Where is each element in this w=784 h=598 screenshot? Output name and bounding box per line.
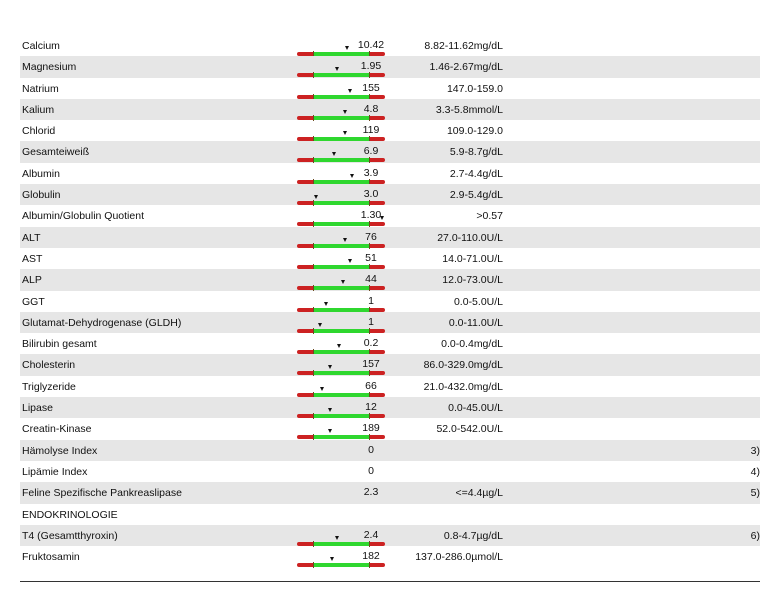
- test-name: AST: [22, 252, 43, 265]
- result-value: 51: [365, 251, 377, 264]
- test-name: Bilirubin gesamt: [22, 338, 97, 351]
- value-marker: [330, 557, 334, 561]
- result-value: 12: [365, 401, 377, 414]
- test-name: Albumin/Globulin Quotient: [22, 210, 144, 223]
- test-name: Albumin: [22, 167, 60, 180]
- table-row: [20, 354, 760, 375]
- value-marker: [348, 89, 352, 93]
- reference-range: 147.0-159.0: [446, 82, 503, 95]
- test-name: ALT: [22, 231, 41, 244]
- test-name: ALP: [22, 274, 42, 287]
- test-name: ENDOKRINOLOGIE: [22, 508, 118, 521]
- value-marker: [380, 216, 384, 220]
- result-value: 1.95: [360, 60, 382, 73]
- reference-range: 8.82-11.62mg/dL: [424, 40, 503, 52]
- test-name: Lipase: [22, 402, 53, 415]
- test-name: Gesamteiweiß: [22, 146, 90, 159]
- reference-range: >0.57: [476, 210, 503, 223]
- value-marker: [335, 67, 339, 71]
- value-marker: [335, 536, 339, 540]
- test-name: Fruktosamin: [22, 551, 80, 564]
- range-bar-tick: [313, 562, 314, 568]
- test-name: Magnesium: [22, 61, 77, 74]
- value-marker: [343, 238, 347, 242]
- table-row: [20, 205, 760, 226]
- test-name: Natrium: [22, 82, 59, 95]
- result-value: 2.3: [363, 486, 379, 499]
- table-row: [20, 120, 760, 141]
- test-name: Hämolyse Index: [22, 444, 98, 457]
- result-value: 0: [368, 464, 374, 477]
- reference-range: 27.0-110.0U/L: [437, 231, 503, 244]
- test-name: GGT: [22, 295, 45, 308]
- table-row: [20, 291, 760, 312]
- table-row: [20, 141, 760, 162]
- reference-range: 0.0-5.0U/L: [453, 295, 503, 308]
- table-row: [20, 418, 760, 439]
- table-row: [20, 312, 760, 333]
- result-value: 0: [368, 443, 374, 456]
- table-row: [20, 333, 760, 354]
- footer-divider: [20, 581, 760, 582]
- value-marker: [332, 152, 336, 156]
- table-row: [20, 397, 760, 418]
- reference-range: 3.3-5.8mmol/L: [435, 103, 503, 116]
- reference-range: 2.9-5.4g/dL: [449, 189, 503, 202]
- result-value: 3.0: [363, 188, 379, 201]
- footnote-ref: 3): [750, 444, 760, 457]
- test-name: Triglyzeride: [22, 380, 76, 393]
- reference-range: <=4.4µg/L: [455, 487, 503, 500]
- table-row: [20, 482, 760, 503]
- reference-range: 86.0-329.0mg/dL: [423, 359, 503, 372]
- table-row: [20, 525, 760, 546]
- table-row: [20, 163, 760, 184]
- reference-range: 12.0-73.0U/L: [442, 274, 503, 287]
- value-marker: [320, 387, 324, 391]
- value-marker: [345, 46, 349, 50]
- result-value: 6.9: [363, 145, 379, 158]
- reference-range: 0.0-11.0U/L: [448, 316, 503, 329]
- table-row: [20, 78, 760, 99]
- result-value: 10.42: [357, 39, 385, 51]
- reference-range: 21.0-432.0mg/dL: [423, 380, 503, 393]
- table-row: [20, 504, 760, 525]
- test-name: Kalium: [22, 103, 55, 116]
- result-value: 182: [362, 550, 380, 563]
- result-value: 189: [362, 422, 380, 435]
- test-name: Glutamat-Dehydrogenase (GLDH): [22, 316, 182, 329]
- value-marker: [324, 302, 328, 306]
- table-row: [20, 35, 760, 56]
- lab-results-table: [20, 35, 760, 567]
- table-row: [20, 461, 760, 482]
- table-row: [20, 184, 760, 205]
- reference-range: 0.8-4.7µg/dL: [443, 529, 503, 542]
- table-row: [20, 269, 760, 290]
- range-bar: [297, 563, 385, 567]
- value-marker: [318, 323, 322, 327]
- value-marker: [328, 365, 332, 369]
- result-value: 119: [362, 124, 380, 137]
- reference-range: 5.9-8.7g/dL: [449, 146, 503, 159]
- result-value: 1: [368, 315, 374, 328]
- table-row: [20, 248, 760, 269]
- result-value: 157: [362, 358, 380, 371]
- value-marker: [341, 280, 345, 284]
- value-marker: [343, 110, 347, 114]
- result-value: 2.4: [363, 528, 379, 541]
- result-value: 1: [368, 294, 374, 307]
- test-name: T4 (Gesamtthyroxin): [22, 529, 118, 542]
- table-row: [20, 99, 760, 120]
- value-marker: [328, 408, 332, 412]
- result-value: 0.2: [363, 337, 379, 350]
- reference-range: 137.0-286.0µmol/L: [415, 551, 503, 564]
- test-name: Chlorid: [22, 125, 56, 138]
- reference-range: 1.46-2.67mg/dL: [429, 61, 503, 74]
- reference-range: 2.7-4.4g/dL: [449, 167, 503, 180]
- footnote-ref: 4): [750, 465, 760, 478]
- result-value: 3.9: [363, 166, 379, 179]
- table-row: [20, 376, 760, 397]
- value-marker: [328, 429, 332, 433]
- value-marker: [343, 131, 347, 135]
- value-marker: [337, 344, 341, 348]
- result-value: 66: [365, 379, 377, 392]
- test-name: Creatin-Kinase: [22, 423, 92, 436]
- result-value: 44: [365, 273, 377, 286]
- footnote-ref: 6): [750, 529, 760, 542]
- reference-range: 109.0-129.0: [446, 125, 503, 138]
- value-marker: [350, 174, 354, 178]
- test-name: Globulin: [22, 189, 61, 202]
- test-name: Calcium: [22, 40, 60, 52]
- table-row: [20, 56, 760, 77]
- value-marker: [348, 259, 352, 263]
- result-value: 1.30: [360, 209, 382, 222]
- footnote-ref: 5): [750, 487, 760, 500]
- reference-range: 52.0-542.0U/L: [436, 423, 503, 436]
- table-row: [20, 546, 760, 567]
- result-value: 155: [362, 81, 380, 94]
- reference-range: 0.0-45.0U/L: [448, 402, 503, 415]
- result-value: 4.8: [363, 102, 379, 115]
- value-marker: [314, 195, 318, 199]
- table-row: [20, 440, 760, 461]
- test-name: Feline Spezifische Pankreaslipase: [22, 487, 182, 500]
- result-value: 76: [365, 230, 377, 243]
- range-bar-tick: [369, 562, 370, 568]
- table-row: [20, 227, 760, 248]
- test-name: Cholesterin: [22, 359, 76, 372]
- reference-range: 14.0-71.0U/L: [442, 252, 503, 265]
- test-name: Lipämie Index: [22, 465, 88, 478]
- reference-range: 0.0-0.4mg/dL: [441, 338, 503, 351]
